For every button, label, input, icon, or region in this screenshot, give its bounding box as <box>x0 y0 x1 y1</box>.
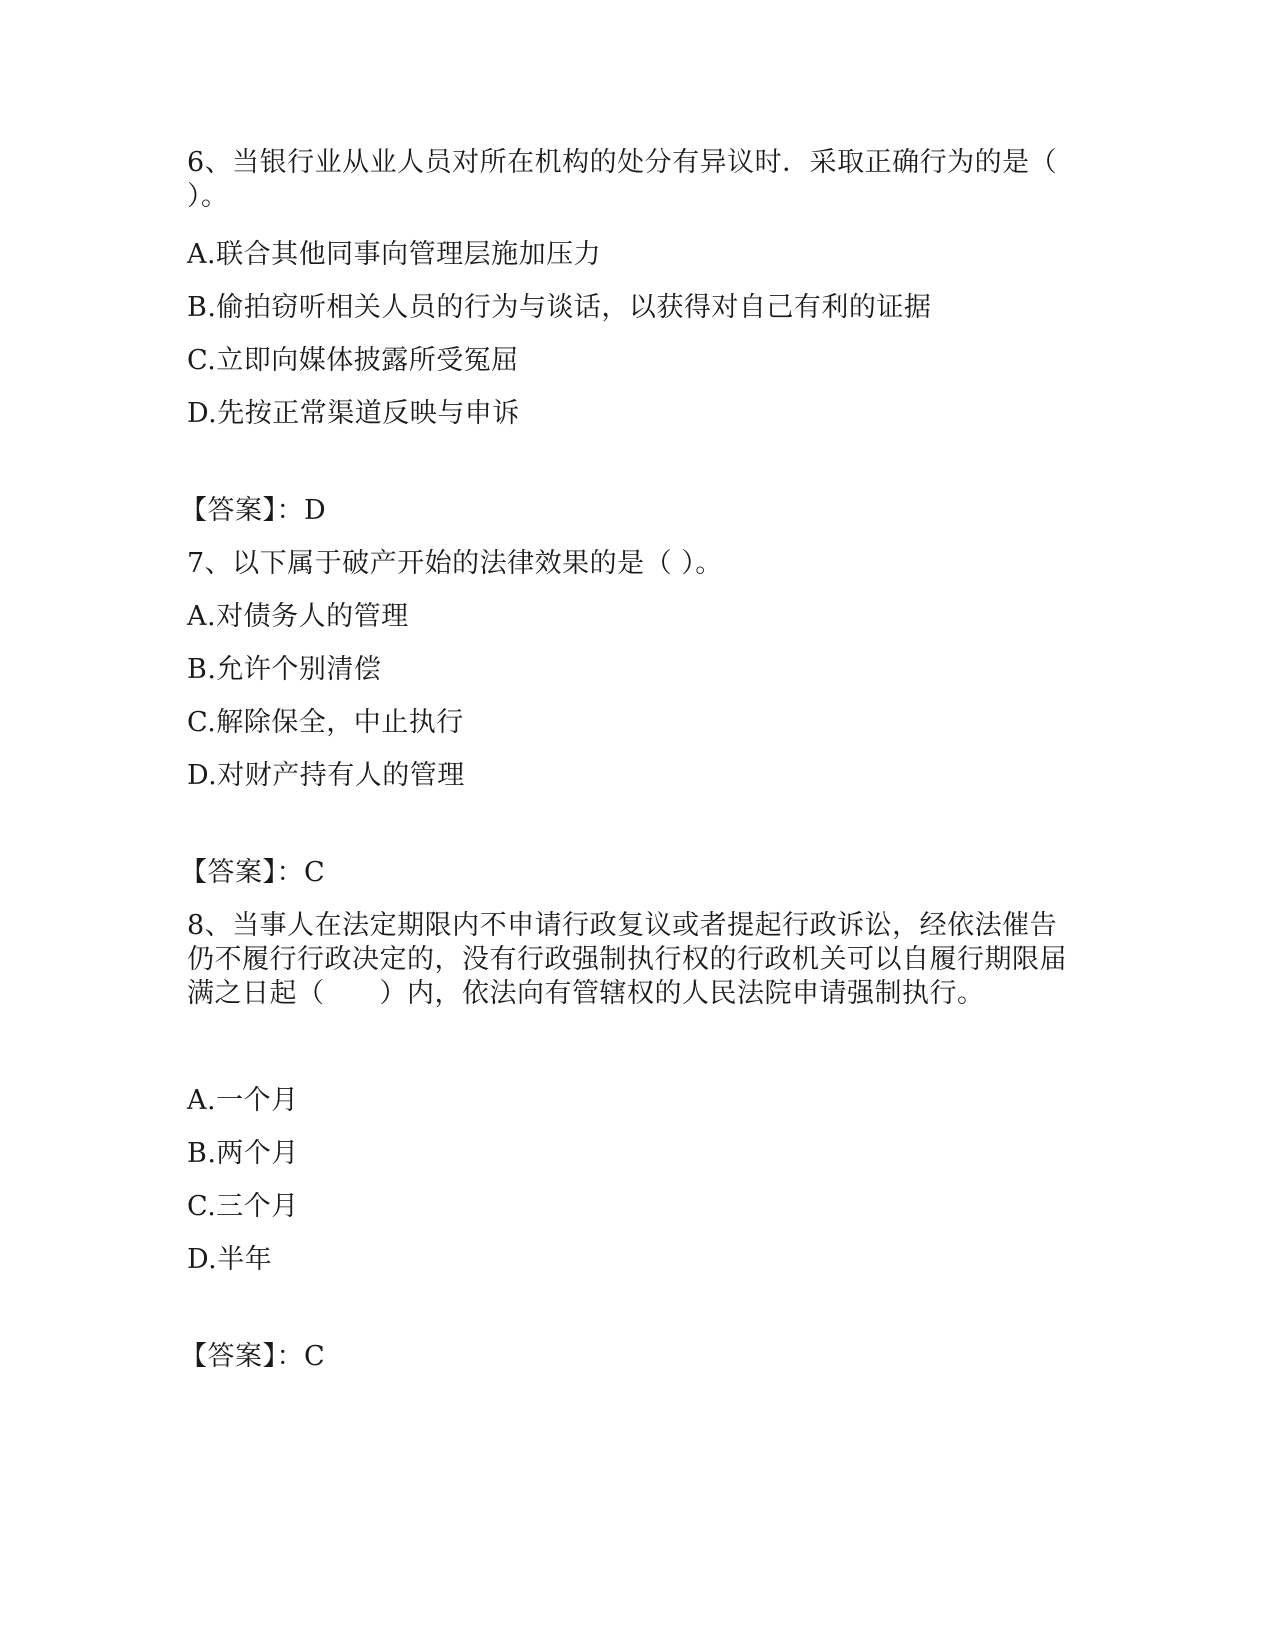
question-8-option-d: D.半年 <box>187 1244 273 1275</box>
question-6-option-b: B.偷拍窃听相关人员的行为与谈话，以获得对自己有利的证据 <box>187 292 932 323</box>
question-8-option-b: B.两个月 <box>187 1138 299 1169</box>
question-6-option-d: D.先按正常渠道反映与申诉 <box>187 398 520 429</box>
question-8-option-c: C.三个月 <box>187 1191 299 1222</box>
question-6-answer: 【答案】：D <box>180 495 327 526</box>
question-6-option-a: A.联合其他同事向管理层施加压力 <box>187 239 602 270</box>
question-7-option-b: B.允许个别清偿 <box>187 654 382 685</box>
question-8-stem: 8、当事人在法定期限内不申请行政复议或者提起行政诉讼，经依法催告仍不履行行政决定的，没有行政强制执行权的行政机关可以自履行期限届满之日起（ ）内，依法向有管辖权的人民法院申请强制执行。 <box>187 910 1067 1009</box>
question-6-stem: 6、当银行业从业人员对所在机构的处分有异议时．采取正确行为的是（ ）。 <box>187 147 1058 212</box>
question-8-option-a: A.一个月 <box>187 1085 299 1116</box>
question-8-answer: 【答案】：C <box>180 1341 326 1372</box>
question-7-option-c: C.解除保全，中止执行 <box>187 707 464 738</box>
question-7-option-a: A.对债务人的管理 <box>187 601 409 632</box>
question-7-option-d: D.对财产持有人的管理 <box>187 760 465 791</box>
question-7-stem: 7、以下属于破产开始的法律效果的是（ ）。 <box>187 548 723 579</box>
question-6-option-c: C.立即向媒体披露所受冤屈 <box>187 345 519 376</box>
question-7-answer: 【答案】：C <box>180 857 326 888</box>
